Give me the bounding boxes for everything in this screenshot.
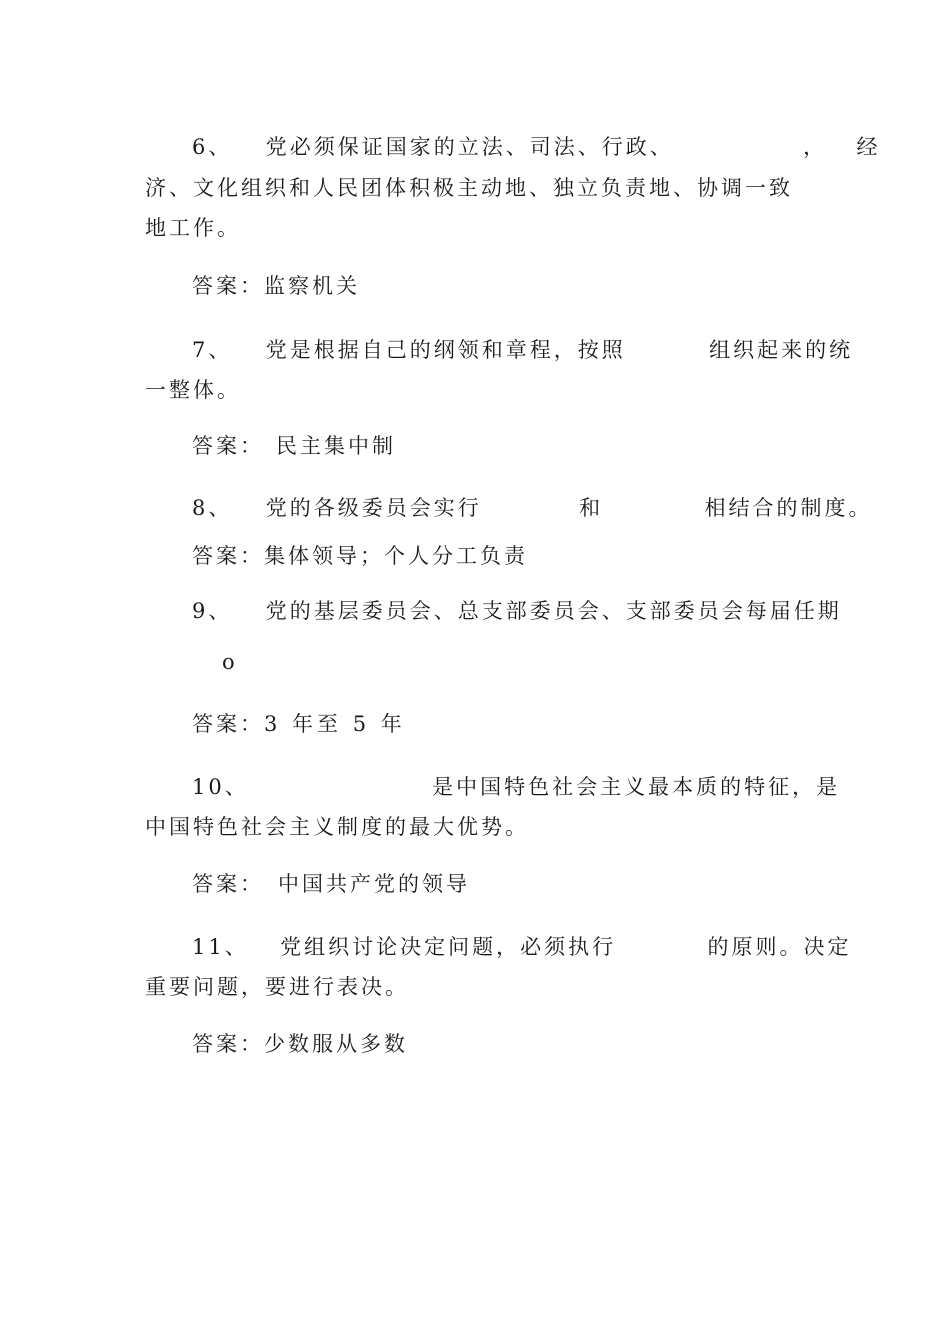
q9-answer-text: 3 年至 5 年 xyxy=(264,712,406,736)
q7-answer xyxy=(192,432,396,460)
q10-line-1 xyxy=(192,773,840,801)
q6-text-b: ， xyxy=(803,135,828,159)
q6-answer xyxy=(192,272,360,300)
q8-line-1 xyxy=(192,494,873,522)
q10-answer-label: 答案： xyxy=(192,872,264,896)
q7-answer-label: 答案： xyxy=(192,434,264,458)
q10-line-2: 中国特色社会主义制度的最大优势。 xyxy=(145,815,529,839)
q11-text-a: 党组织讨论决定问题，必须执行 xyxy=(280,935,617,959)
q10-answer-text: 中国共产党的领导 xyxy=(278,872,470,896)
q8-number: 8、 xyxy=(192,496,233,520)
q7-text-a: 党是根据自己的纲领和章程，按照 xyxy=(265,338,626,362)
q7-answer-text: 民主集中制 xyxy=(276,434,396,458)
q8-answer-text: 集体领导；个人分工负责 xyxy=(264,544,528,568)
q8-answer-label: 答案： xyxy=(192,544,264,568)
q9-answer-label: 答案： xyxy=(192,712,264,736)
q8-answer xyxy=(192,542,528,570)
q11-answer-label: 答案： xyxy=(192,1032,264,1056)
q9-line-1 xyxy=(192,597,842,625)
q7-text-b: 组织起来的统 xyxy=(709,338,854,362)
q6-text-a: 党必须保证国家的立法、司法、行政、 xyxy=(265,135,674,159)
q10-text-a: 是中国特色社会主义最本质的特征，是 xyxy=(432,775,841,799)
q9-number: 9、 xyxy=(192,599,233,623)
q11-number: 11、 xyxy=(192,935,249,959)
q7-line-1 xyxy=(192,336,853,364)
q9-text: 党的基层委员会、总支部委员会、支部委员会每届任期 xyxy=(265,599,842,623)
q6-line-3: 地工作。 xyxy=(145,216,241,240)
q8-text-b: 和 xyxy=(579,496,604,520)
q6-answer-text: 监察机关 xyxy=(264,274,360,298)
q6-answer-label: 答案： xyxy=(192,274,264,298)
q9-answer xyxy=(192,710,406,738)
q8-text-a: 党的各级委员会实行 xyxy=(265,496,482,520)
q7-line-2: 一整体。 xyxy=(145,378,241,402)
q10-answer xyxy=(192,870,470,898)
q6-line-1 xyxy=(192,133,881,161)
q11-answer xyxy=(192,1030,408,1058)
q11-text-b: 的原则。决定 xyxy=(707,935,852,959)
q10-number: 10、 xyxy=(192,775,249,799)
q6-number: 6、 xyxy=(192,135,233,159)
q9-line-2: o xyxy=(222,650,238,674)
q6-text-c: 经 xyxy=(856,135,881,159)
q11-line-2: 重要问题，要进行表决。 xyxy=(145,975,409,999)
q8-text-c: 相结合的制度。 xyxy=(704,496,873,520)
q6-line-2: 济、文化组织和人民团体积极主动地、独立负责地、协调一致 xyxy=(145,176,793,200)
q7-number: 7、 xyxy=(192,338,233,362)
q11-line-1 xyxy=(192,933,851,961)
q11-answer-text: 少数服从多数 xyxy=(264,1032,408,1056)
